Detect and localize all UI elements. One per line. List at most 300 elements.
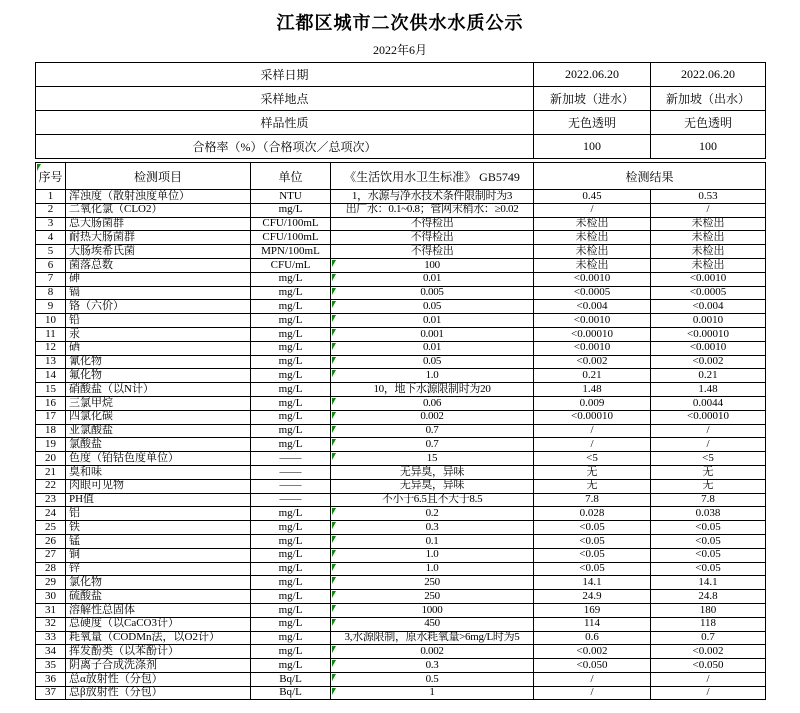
- cell-item: 大肠埃希氏菌: [66, 245, 251, 259]
- table-row: [36, 300, 766, 314]
- table-row: [36, 410, 766, 424]
- excel-flag-icon: [332, 301, 336, 308]
- cell-unit: mg/L: [251, 396, 331, 410]
- cell-standard: 1: [331, 686, 534, 700]
- cell-item: 三氯甲烷: [66, 396, 251, 410]
- table-row: [36, 369, 766, 383]
- page-title: 江都区城市二次供水水质公示: [276, 13, 524, 33]
- cell-unit: mg/L: [251, 645, 331, 659]
- cell-unit: mg/L: [251, 562, 331, 576]
- cell-standard: 450: [331, 617, 534, 631]
- cell-unit: MPN/100mL: [251, 245, 331, 259]
- info-row: [36, 63, 766, 87]
- info-label: 合格率（%）（合格项次／总项次）: [36, 135, 534, 159]
- cell-result-outlet: <0.002: [651, 645, 766, 659]
- cell-unit: mg/L: [251, 438, 331, 452]
- cell-standard: 0.06: [331, 396, 534, 410]
- cell-unit: mg/L: [251, 369, 331, 383]
- cell-item: 砷: [66, 272, 251, 286]
- cell-item: 总β放射性（分包）: [66, 686, 251, 700]
- cell-unit: mg/L: [251, 203, 331, 217]
- cell-result-inlet: <5: [534, 452, 651, 466]
- cell-standard: 0.05: [331, 355, 534, 369]
- cell-result-inlet: 14.1: [534, 576, 651, 590]
- cell-result-outlet: 无: [651, 479, 766, 493]
- cell-no: 35: [36, 659, 66, 673]
- cell-unit: mg/L: [251, 355, 331, 369]
- cell-standard: 不小于6.5且不大于8.5: [331, 493, 534, 507]
- cell-result-outlet: <0.00010: [651, 410, 766, 424]
- cell-result-inlet: 未检出: [534, 258, 651, 272]
- cell-standard: 250: [331, 576, 534, 590]
- cell-unit: mg/L: [251, 603, 331, 617]
- cell-no: 7: [36, 272, 66, 286]
- cell-result-inlet: <0.05: [534, 548, 651, 562]
- cell-result-outlet: 0.0044: [651, 396, 766, 410]
- cell-result-outlet: 0.21: [651, 369, 766, 383]
- cell-unit: mg/L: [251, 659, 331, 673]
- cell-result-inlet: 0.45: [534, 190, 651, 204]
- table-row: [36, 686, 766, 700]
- cell-result-inlet: <0.05: [534, 562, 651, 576]
- cell-item: 挥发酚类（以苯酚计）: [66, 645, 251, 659]
- excel-flag-icon: [332, 398, 336, 405]
- cell-item: 硫酸盐: [66, 590, 251, 604]
- cell-item: 锰: [66, 534, 251, 548]
- cell-standard: 1.0: [331, 369, 534, 383]
- cell-standard: 0.005: [331, 286, 534, 300]
- col-header-item: 检测项目: [66, 163, 251, 190]
- cell-result-inlet: <0.0010: [534, 272, 651, 286]
- excel-flag-icon: [332, 577, 336, 584]
- cell-unit: mg/L: [251, 424, 331, 438]
- cell-standard: 1.0: [331, 548, 534, 562]
- info-row: [36, 87, 766, 111]
- cell-result-inlet: 7.8: [534, 493, 651, 507]
- cell-item: 亚氯酸盐: [66, 424, 251, 438]
- cell-unit: mg/L: [251, 631, 331, 645]
- cell-standard: 15: [331, 452, 534, 466]
- cell-standard: 无异臭，异味: [331, 465, 534, 479]
- table-row: [36, 231, 766, 245]
- info-value-inlet: 新加坡（进水）: [534, 87, 651, 111]
- table-row: [36, 521, 766, 535]
- info-label: 采样地点: [36, 87, 534, 111]
- cell-item: 总大肠菌群: [66, 217, 251, 231]
- cell-result-inlet: 1.48: [534, 383, 651, 397]
- cell-result-inlet: 0.009: [534, 396, 651, 410]
- table-row: [36, 245, 766, 259]
- cell-result-outlet: <0.05: [651, 562, 766, 576]
- cell-result-outlet: <0.00010: [651, 327, 766, 341]
- cell-item: 二氧化氯（CLO2）: [66, 203, 251, 217]
- col-header-result: 检测结果: [534, 163, 766, 190]
- excel-flag-icon: [332, 674, 336, 681]
- cell-item: 硝酸盐（以N计）: [66, 383, 251, 397]
- cell-result-outlet: <0.05: [651, 534, 766, 548]
- excel-flag-icon: [332, 260, 336, 267]
- cell-unit: mg/L: [251, 341, 331, 355]
- excel-flag-icon: [332, 274, 336, 281]
- cell-item: 菌落总数: [66, 258, 251, 272]
- cell-unit: ——: [251, 493, 331, 507]
- cell-unit: CFU/100mL: [251, 231, 331, 245]
- cell-no: 3: [36, 217, 66, 231]
- excel-flag-icon: [332, 370, 336, 377]
- table-row: [36, 645, 766, 659]
- cell-standard: 1000: [331, 603, 534, 617]
- cell-no: 29: [36, 576, 66, 590]
- excel-flag-icon: [332, 660, 336, 667]
- cell-standard: 10，地下水源限制时为20: [331, 383, 534, 397]
- cell-result-outlet: 未检出: [651, 258, 766, 272]
- test-results-table: [35, 162, 766, 700]
- cell-no: 20: [36, 452, 66, 466]
- table-row: [36, 203, 766, 217]
- cell-standard: 0.01: [331, 272, 534, 286]
- cell-result-outlet: <0.0010: [651, 272, 766, 286]
- cell-unit: mg/L: [251, 327, 331, 341]
- table-row: [36, 562, 766, 576]
- cell-no: 32: [36, 617, 66, 631]
- info-table-body: [36, 63, 766, 159]
- cell-unit: mg/L: [251, 521, 331, 535]
- cell-item: 溶解性总固体: [66, 603, 251, 617]
- cell-result-outlet: 无: [651, 465, 766, 479]
- cell-standard: 1，水源与净水技术条件限制时为3: [331, 190, 534, 204]
- table-row: [36, 479, 766, 493]
- table-row: [36, 576, 766, 590]
- cell-unit: mg/L: [251, 617, 331, 631]
- excel-flag-icon: [332, 646, 336, 653]
- cell-result-inlet: <0.0010: [534, 341, 651, 355]
- cell-unit: mg/L: [251, 272, 331, 286]
- cell-standard: 250: [331, 590, 534, 604]
- table-row: [36, 617, 766, 631]
- cell-result-outlet: 180: [651, 603, 766, 617]
- cell-unit: mg/L: [251, 286, 331, 300]
- table-row: [36, 286, 766, 300]
- main-table-body: [36, 190, 766, 700]
- cell-no: 15: [36, 383, 66, 397]
- info-row: [36, 135, 766, 159]
- cell-standard: 0.3: [331, 521, 534, 535]
- info-value-outlet: 2022.06.20: [651, 63, 766, 87]
- cell-no: 31: [36, 603, 66, 617]
- cell-result-inlet: 无: [534, 479, 651, 493]
- table-row: [36, 672, 766, 686]
- cell-no: 4: [36, 231, 66, 245]
- table-row: [36, 424, 766, 438]
- cell-result-inlet: <0.0005: [534, 286, 651, 300]
- cell-result-inlet: /: [534, 672, 651, 686]
- info-label: 采样日期: [36, 63, 534, 87]
- excel-flag-icon: [332, 508, 336, 515]
- cell-standard: 0.002: [331, 645, 534, 659]
- cell-standard: 不得检出: [331, 245, 534, 259]
- cell-result-outlet: <0.004: [651, 300, 766, 314]
- excel-flag-icon: [332, 688, 336, 695]
- cell-unit: Bq/L: [251, 686, 331, 700]
- col-header-no: [36, 163, 66, 190]
- cell-no: 27: [36, 548, 66, 562]
- cell-item: 硒: [66, 341, 251, 355]
- cell-item: 总α放射性（分包）: [66, 672, 251, 686]
- cell-result-outlet: 118: [651, 617, 766, 631]
- cell-result-outlet: <0.002: [651, 355, 766, 369]
- cell-unit: mg/L: [251, 590, 331, 604]
- excel-flag-icon: [332, 329, 336, 336]
- cell-standard: 0.7: [331, 424, 534, 438]
- table-row: [36, 590, 766, 604]
- cell-result-inlet: <0.050: [534, 659, 651, 673]
- cell-unit: mg/L: [251, 383, 331, 397]
- table-row: [36, 396, 766, 410]
- cell-item: 铬（六价）: [66, 300, 251, 314]
- cell-result-outlet: 0.0010: [651, 314, 766, 328]
- cell-standard: 出厂水：0.1~0.8；管网末梢水：≥0.02: [331, 203, 534, 217]
- cell-unit: ——: [251, 479, 331, 493]
- cell-unit: CFU/100mL: [251, 217, 331, 231]
- cell-no: 23: [36, 493, 66, 507]
- cell-result-inlet: <0.002: [534, 645, 651, 659]
- cell-result-outlet: 0.53: [651, 190, 766, 204]
- cell-no: 10: [36, 314, 66, 328]
- excel-flag-icon: [332, 550, 336, 557]
- info-value-inlet: 2022.06.20: [534, 63, 651, 87]
- cell-standard: 不得检出: [331, 231, 534, 245]
- cell-result-inlet: 24.9: [534, 590, 651, 604]
- cell-no: 28: [36, 562, 66, 576]
- excel-flag-icon: [37, 164, 41, 171]
- table-row: [36, 314, 766, 328]
- table-row: [36, 341, 766, 355]
- report-tables: [35, 62, 765, 700]
- cell-no: 1: [36, 190, 66, 204]
- cell-result-outlet: 0.038: [651, 507, 766, 521]
- cell-no: 26: [36, 534, 66, 548]
- col-header-standard: 《生活饮用水卫生标准》 GB5749: [331, 163, 534, 190]
- cell-no: 12: [36, 341, 66, 355]
- table-row: [36, 493, 766, 507]
- cell-no: 9: [36, 300, 66, 314]
- cell-item: 肉眼可见物: [66, 479, 251, 493]
- cell-standard: 无异臭，异味: [331, 479, 534, 493]
- cell-no: 33: [36, 631, 66, 645]
- cell-standard: 0.7: [331, 438, 534, 452]
- cell-item: 阴离子合成洗涤剂: [66, 659, 251, 673]
- cell-result-outlet: /: [651, 203, 766, 217]
- table-row: [36, 534, 766, 548]
- cell-unit: mg/L: [251, 300, 331, 314]
- cell-item: 镉: [66, 286, 251, 300]
- cell-no: 16: [36, 396, 66, 410]
- table-row: [36, 217, 766, 231]
- cell-result-outlet: /: [651, 672, 766, 686]
- cell-result-outlet: /: [651, 438, 766, 452]
- info-row: [36, 111, 766, 135]
- table-row: [36, 452, 766, 466]
- info-value-outlet: 无色透明: [651, 111, 766, 135]
- excel-flag-icon: [332, 357, 336, 364]
- cell-no: 21: [36, 465, 66, 479]
- excel-flag-icon: [332, 522, 336, 529]
- table-row: [36, 507, 766, 521]
- cell-result-inlet: <0.004: [534, 300, 651, 314]
- cell-item: 铝: [66, 507, 251, 521]
- table-row: [36, 631, 766, 645]
- cell-unit: ——: [251, 465, 331, 479]
- cell-no: 18: [36, 424, 66, 438]
- info-value-inlet: 无色透明: [534, 111, 651, 135]
- table-row: [36, 465, 766, 479]
- cell-item: 锌: [66, 562, 251, 576]
- cell-result-outlet: 7.8: [651, 493, 766, 507]
- cell-item: 色度（铂钴色度单位）: [66, 452, 251, 466]
- excel-flag-icon: [332, 288, 336, 295]
- cell-item: 臭和味: [66, 465, 251, 479]
- cell-unit: mg/L: [251, 548, 331, 562]
- table-row: [36, 190, 766, 204]
- cell-no: 13: [36, 355, 66, 369]
- info-value-outlet: 新加坡（出水）: [651, 87, 766, 111]
- cell-result-outlet: 未检出: [651, 217, 766, 231]
- cell-result-outlet: 1.48: [651, 383, 766, 397]
- cell-item: 总硬度（以CaCO3计）: [66, 617, 251, 631]
- excel-flag-icon: [332, 426, 336, 433]
- cell-item: 耗氧量（CODMn法，以O2计）: [66, 631, 251, 645]
- table-row: [36, 327, 766, 341]
- cell-standard: 0.002: [331, 410, 534, 424]
- cell-item: PH值: [66, 493, 251, 507]
- excel-flag-icon: [332, 315, 336, 322]
- report-month: 2022年6月: [372, 43, 427, 57]
- cell-no: 2: [36, 203, 66, 217]
- excel-flag-icon: [332, 343, 336, 350]
- cell-result-outlet: /: [651, 686, 766, 700]
- cell-no: 30: [36, 590, 66, 604]
- cell-standard: 0.01: [331, 314, 534, 328]
- table-row: [36, 438, 766, 452]
- cell-result-inlet: <0.00010: [534, 327, 651, 341]
- cell-standard: 3,水源限制，原水耗氧量>6mg/L时为5: [331, 631, 534, 645]
- cell-result-inlet: 114: [534, 617, 651, 631]
- cell-item: 铅: [66, 314, 251, 328]
- cell-unit: NTU: [251, 190, 331, 204]
- cell-result-inlet: 0.028: [534, 507, 651, 521]
- cell-result-inlet: <0.00010: [534, 410, 651, 424]
- cell-result-outlet: <0.050: [651, 659, 766, 673]
- cell-unit: mg/L: [251, 507, 331, 521]
- table-row: [36, 258, 766, 272]
- cell-result-outlet: 14.1: [651, 576, 766, 590]
- col-header-no-label: 序号: [38, 169, 63, 184]
- cell-result-inlet: <0.002: [534, 355, 651, 369]
- excel-flag-icon: [332, 536, 336, 543]
- cell-result-inlet: 0.21: [534, 369, 651, 383]
- cell-result-inlet: 未检出: [534, 217, 651, 231]
- cell-no: 14: [36, 369, 66, 383]
- cell-no: 11: [36, 327, 66, 341]
- excel-flag-icon: [332, 439, 336, 446]
- cell-no: 19: [36, 438, 66, 452]
- cell-standard: 0.5: [331, 672, 534, 686]
- cell-item: 汞: [66, 327, 251, 341]
- cell-item: 氰化物: [66, 355, 251, 369]
- cell-result-inlet: <0.0010: [534, 314, 651, 328]
- info-value-outlet: 100: [651, 135, 766, 159]
- cell-no: 24: [36, 507, 66, 521]
- cell-result-inlet: /: [534, 686, 651, 700]
- cell-result-inlet: <0.05: [534, 521, 651, 535]
- cell-item: 氯酸盐: [66, 438, 251, 452]
- cell-result-inlet: 未检出: [534, 231, 651, 245]
- cell-result-inlet: 未检出: [534, 245, 651, 259]
- cell-no: 22: [36, 479, 66, 493]
- table-row: [36, 548, 766, 562]
- cell-item: 四氯化碳: [66, 410, 251, 424]
- cell-standard: 0.01: [331, 341, 534, 355]
- cell-result-outlet: 24.8: [651, 590, 766, 604]
- results-header-row: [36, 163, 766, 190]
- info-value-inlet: 100: [534, 135, 651, 159]
- cell-unit: mg/L: [251, 410, 331, 424]
- cell-unit: CFU/mL: [251, 258, 331, 272]
- cell-standard: 100: [331, 258, 534, 272]
- cell-no: 37: [36, 686, 66, 700]
- cell-no: 6: [36, 258, 66, 272]
- cell-result-inlet: 169: [534, 603, 651, 617]
- cell-result-outlet: <5: [651, 452, 766, 466]
- cell-item: 浑浊度（散射浊度单位）: [66, 190, 251, 204]
- cell-standard: 0.2: [331, 507, 534, 521]
- cell-unit: mg/L: [251, 534, 331, 548]
- cell-result-inlet: 无: [534, 465, 651, 479]
- col-header-unit: 单位: [251, 163, 331, 190]
- cell-no: 34: [36, 645, 66, 659]
- excel-flag-icon: [332, 591, 336, 598]
- table-row: [36, 355, 766, 369]
- sampling-info-table: [35, 62, 766, 159]
- cell-item: 氯化物: [66, 576, 251, 590]
- excel-flag-icon: [332, 412, 336, 419]
- table-row: [36, 272, 766, 286]
- cell-no: 17: [36, 410, 66, 424]
- cell-unit: ——: [251, 452, 331, 466]
- cell-result-inlet: /: [534, 438, 651, 452]
- cell-item: 铁: [66, 521, 251, 535]
- table-row: [36, 603, 766, 617]
- cell-standard: 不得检出: [331, 217, 534, 231]
- cell-result-inlet: /: [534, 424, 651, 438]
- cell-item: 铜: [66, 548, 251, 562]
- cell-result-inlet: 0.6: [534, 631, 651, 645]
- cell-result-outlet: 未检出: [651, 245, 766, 259]
- cell-item: 耐热大肠菌群: [66, 231, 251, 245]
- excel-flag-icon: [332, 453, 336, 460]
- cell-result-inlet: <0.05: [534, 534, 651, 548]
- cell-result-outlet: /: [651, 424, 766, 438]
- excel-flag-icon: [332, 564, 336, 571]
- cell-unit: mg/L: [251, 314, 331, 328]
- cell-standard: 1.0: [331, 562, 534, 576]
- cell-result-inlet: /: [534, 203, 651, 217]
- excel-flag-icon: [332, 619, 336, 626]
- cell-result-outlet: <0.05: [651, 548, 766, 562]
- cell-standard: 0.05: [331, 300, 534, 314]
- cell-no: 36: [36, 672, 66, 686]
- cell-result-outlet: <0.0005: [651, 286, 766, 300]
